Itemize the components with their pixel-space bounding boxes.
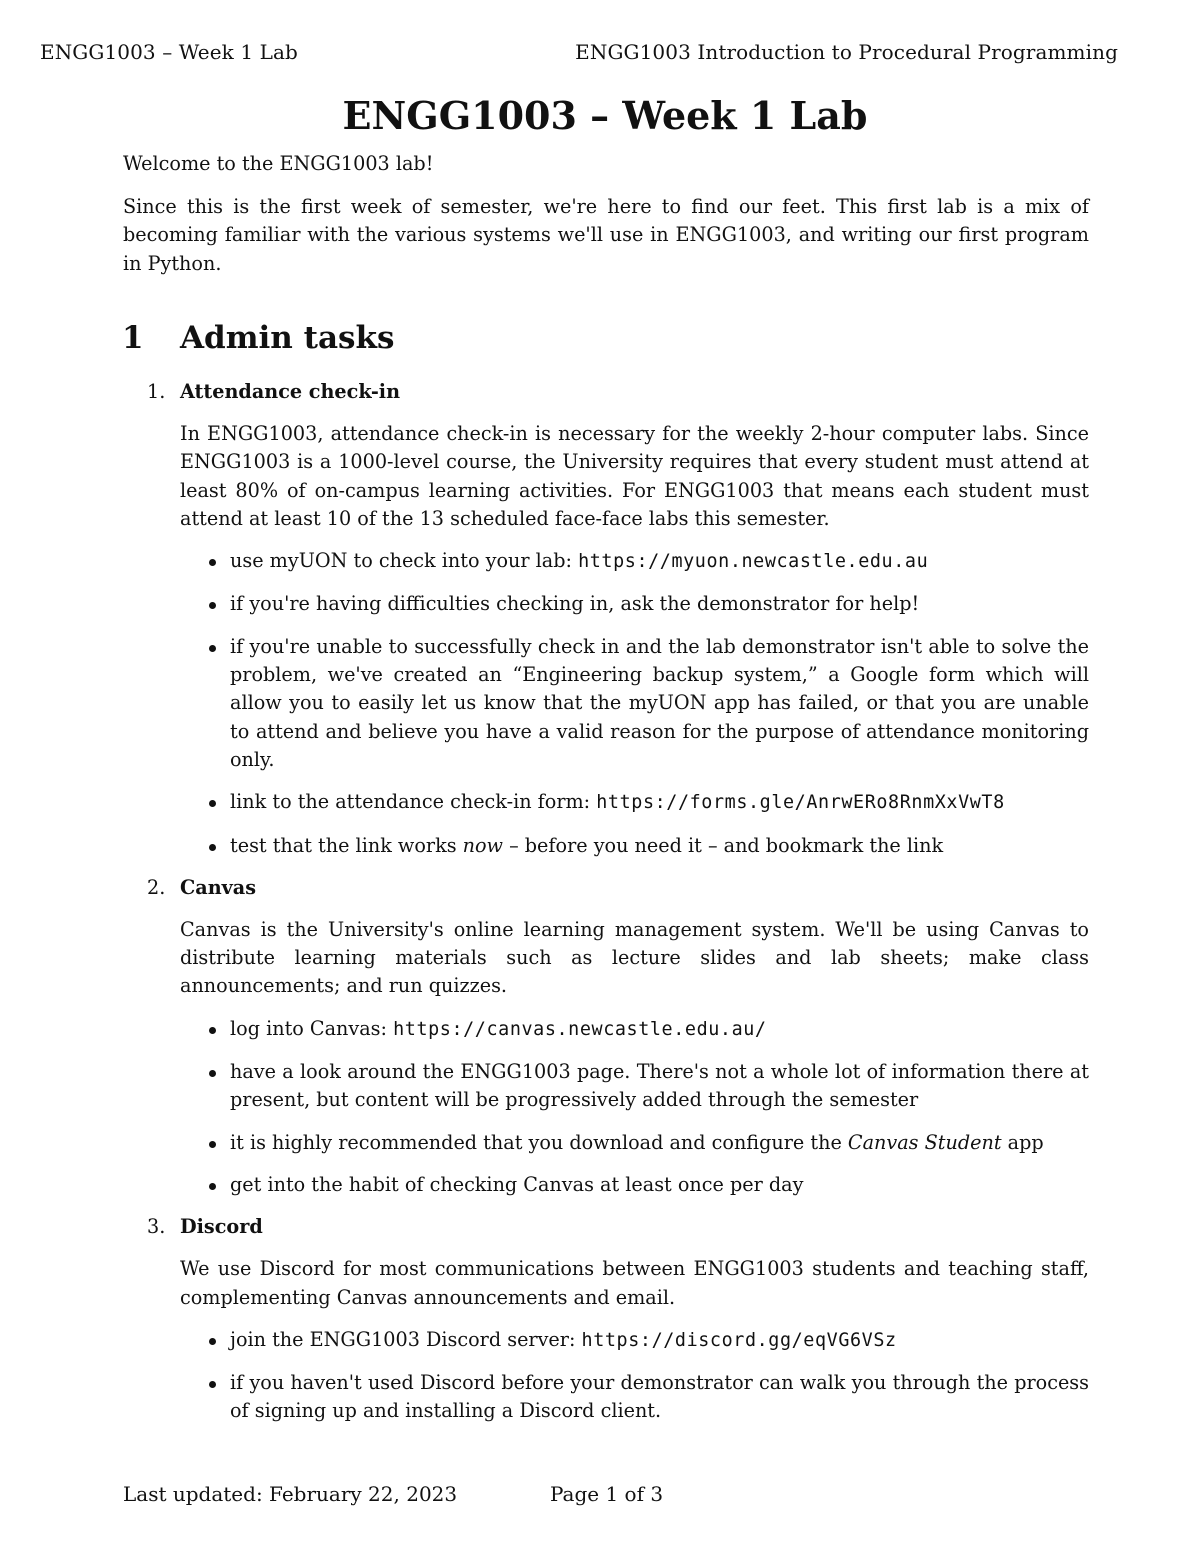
bullet-text: if you're unable to successfully check in and the lab demonstrator isn't able to solve the problem, we've created an “Engineering backup system,” a Google form which will allow you to easily let us know that the myUON app has failed, or that you are unable to attend and believe you have a valid reason for the purpose of attendance monitoring only. <box>230 634 1089 771</box>
bullet-list <box>0 547 1200 860</box>
task-attendance <box>0 378 1200 860</box>
task-heading <box>0 378 1200 406</box>
page-number: Page 1 of 3 <box>550 1482 664 1506</box>
bullet-text: test that the link works <box>230 833 463 857</box>
discord-link[interactable]: https://discord.gg/eqVG6VSz <box>581 1329 897 1351</box>
bullet-text: app <box>1001 1130 1044 1154</box>
running-header-left: ENGG1003 – Week 1 Lab <box>40 40 298 64</box>
bullet-text: have a look around the ENGG1003 page. There's not a whole lot of information there at present, but content will be progressively added through the semester <box>230 1060 1089 1112</box>
task-title: Attendance check-in <box>180 380 401 403</box>
task-heading <box>0 874 1200 902</box>
list-item <box>230 1326 1089 1355</box>
task-number: 2. <box>147 875 166 899</box>
bullet-list <box>0 1326 1200 1426</box>
myuon-link[interactable]: https://myuon.newcastle.edu.au <box>578 551 929 573</box>
task-heading <box>0 1213 1200 1241</box>
list-item <box>230 547 1089 576</box>
list-item <box>230 633 1089 774</box>
task-title: Discord <box>180 1215 263 1239</box>
emphasis-text: now <box>462 833 503 857</box>
bullet-text: join the ENGG1003 Discord server: <box>230 1327 582 1351</box>
page-footer <box>123 1480 664 1508</box>
task-description: Canvas is the University's online learning management system. We'll be using Canvas to distribute learning materials such as lecture slides and lab sheets; make class announcements; and run quizzes. <box>180 917 1089 998</box>
bullet-text: link to the attendance check-in form: <box>230 790 597 814</box>
canvas-link[interactable]: https://canvas.newcastle.edu.au/ <box>393 1018 767 1040</box>
task-canvas <box>0 874 1200 1199</box>
last-updated: Last updated: February 22, 2023 <box>123 1482 458 1506</box>
bullet-text: – before you need it – and bookmark the link <box>502 833 944 857</box>
running-header <box>40 38 1118 66</box>
intro-welcome: Welcome to the ENGG1003 lab! <box>123 152 434 175</box>
bullet-text: log into Canvas: <box>230 1016 394 1040</box>
list-item <box>230 1015 1089 1044</box>
emphasis-text: Canvas Student <box>847 1130 1002 1154</box>
section-title: Admin tasks <box>180 320 395 356</box>
list-item <box>230 1129 1089 1157</box>
task-number: 1. <box>147 380 166 403</box>
list-item <box>230 788 1089 817</box>
attendance-form-link[interactable]: https://forms.gle/AnrwERo8RnmXxVwT8 <box>596 792 1005 814</box>
task-discord <box>0 1213 1200 1425</box>
document-title: ENGG1003 – Week 1 Lab <box>342 93 868 138</box>
bullet-text: it is highly recommended that you download and configure the <box>230 1130 848 1154</box>
section-heading <box>122 318 394 358</box>
list-item <box>230 1171 1089 1199</box>
list-item <box>230 832 1089 860</box>
intro-paragraph: Since this is the first week of semester, we're here to find our feet. This first lab is a mix of becoming familiar with the various systems we'll use in ENGG1003, and writing our first program in Python. <box>123 195 1089 275</box>
list-item <box>230 590 1089 618</box>
running-header-right: ENGG1003 Introduction to Procedural Programming <box>575 40 1118 64</box>
task-description: In ENGG1003, attendance check-in is necessary for the weekly 2-hour computer labs. Since ENGG1003 is a 1000-level course, the University requires that every student must attend at least 80% of on-campus learning activities. For ENGG1003 that means each student must attend at least 10 of the 13 scheduled face-face labs this semester. <box>180 422 1089 530</box>
bullet-text: if you're having difficulties checking in, ask the demonstrator for help! <box>230 592 920 616</box>
task-number: 3. <box>147 1215 166 1239</box>
list-item <box>230 1369 1089 1426</box>
bullet-text: get into the habit of checking Canvas at least once per day <box>230 1172 804 1196</box>
bullet-text: if you haven't used Discord before your demonstrator can walk you through the process of signing up and installing a Discord client. <box>230 1371 1089 1423</box>
task-description: We use Discord for most communications between ENGG1003 students and teaching staff, complementing Canvas announcements and email. <box>180 1257 1089 1309</box>
task-title: Canvas <box>180 875 257 899</box>
admin-task-list <box>0 378 1200 1440</box>
section-number: 1 <box>122 320 144 356</box>
bullet-list <box>0 1015 1200 1199</box>
list-item <box>230 1058 1089 1115</box>
bullet-text: use myUON to check into your lab: <box>230 549 579 573</box>
